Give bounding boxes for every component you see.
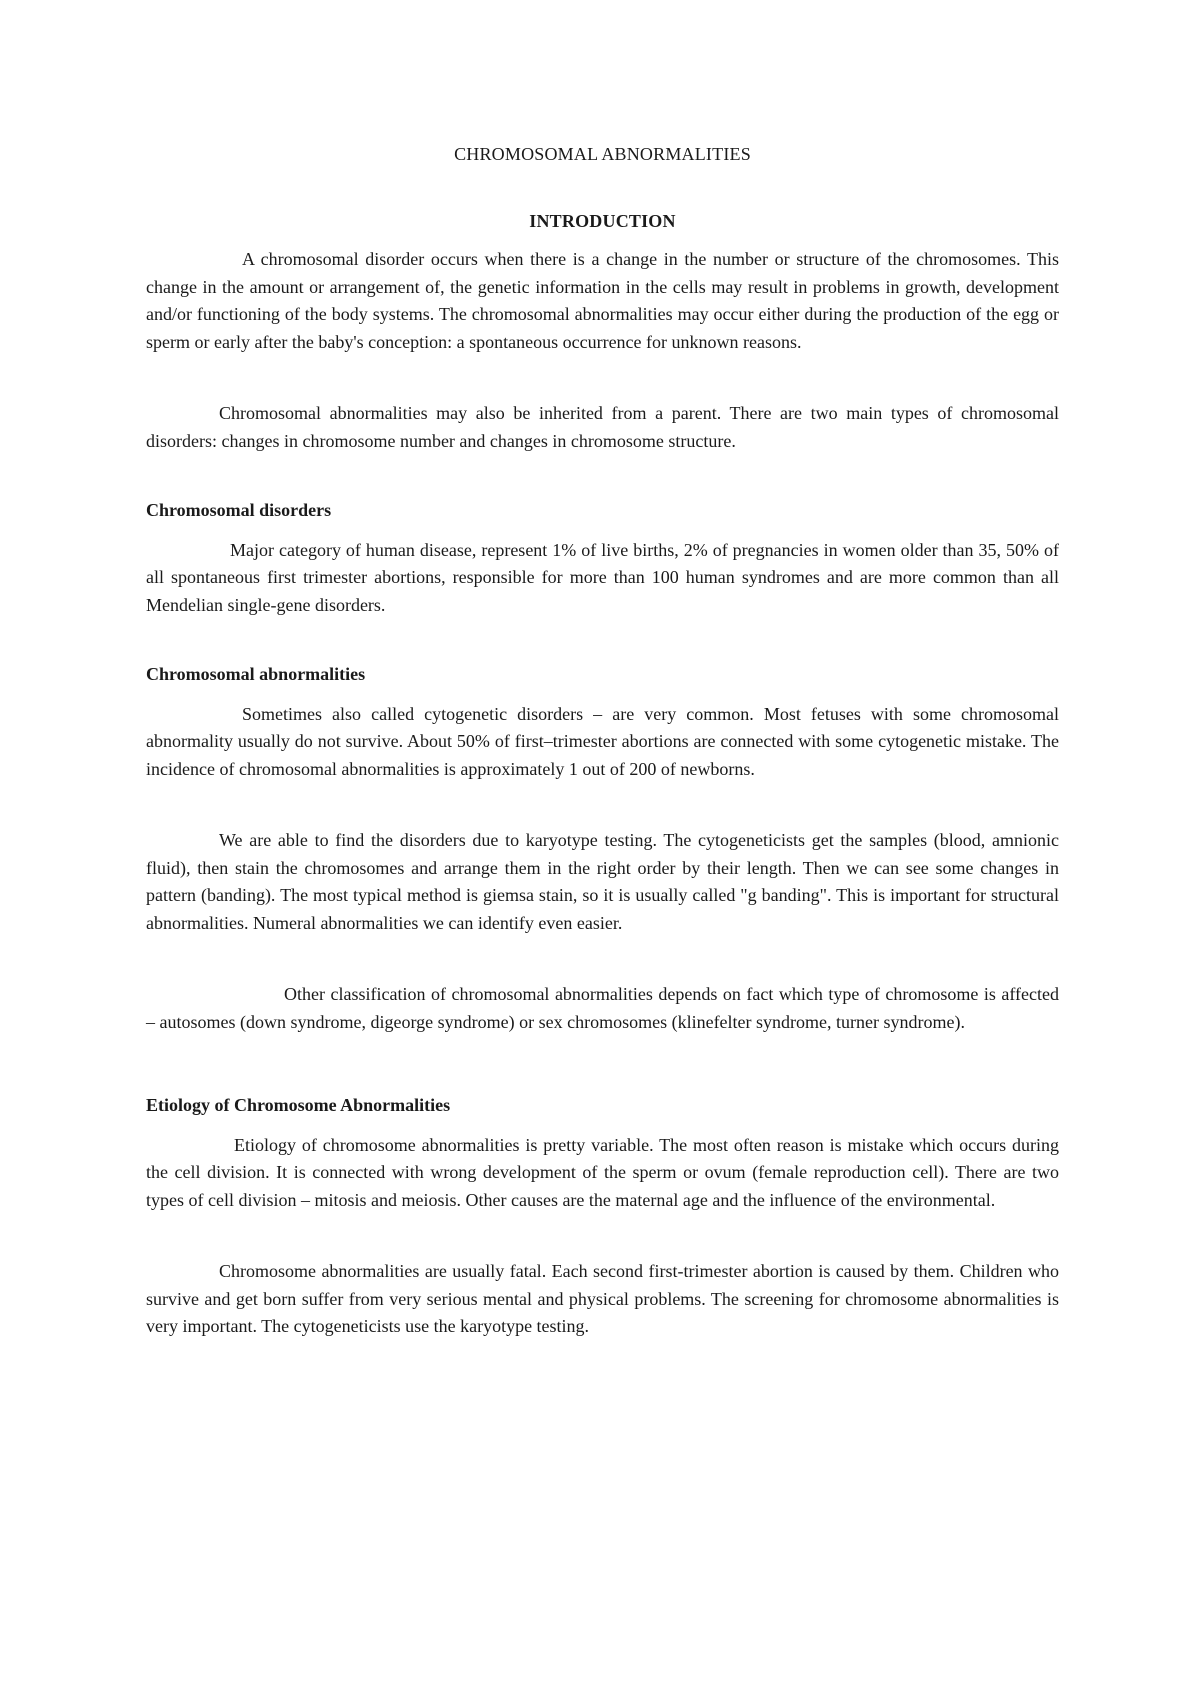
chromosomal-disorders-heading: Chromosomal disorders (146, 500, 332, 520)
introduction-heading: INTRODUCTION (529, 211, 676, 231)
introduction-paragraph-1: A chromosomal disorder occurs when there is a change in the number or structure of the chromosomes. This change in the amount or arrangement of, the genetic information in the cells may result in problems in growth, development and/or functioning of the body systems. The chromosomal abnormalities may occur either during the production of the egg or sperm or early after the baby's conception: a spontaneous occurrence for unknown reasons. (146, 249, 1059, 352)
chromosomal-abnormalities-paragraph-2: We are able to find the disorders due to karyotype testing. The cytogeneticists get the samples (blood, amnionic fluid), then stain the chromosomes and arrange them in the right order by their length. Then we can see some changes in pattern (banding). The most typical method is giemsa stain, so it is usually called "g banding". This is important for structural abnormalities. Numeral abnormalities we can identify even easier. (146, 830, 1059, 933)
introduction-paragraph-2: Chromosomal abnormalities may also be inherited from a parent. There are two main types of chromosomal disorders: changes in chromosome number and changes in chromosome structure. (146, 403, 1059, 451)
etiology-heading: Etiology of Chromosome Abnormalities (146, 1095, 451, 1115)
etiology-paragraph-1: Etiology of chromosome abnormalities is pretty variable. The most often reason is mistake which occurs during the cell division. It is connected with wrong development of the sperm or ovum (female reproduction cell). There are two types of cell division – mitosis and meiosis. Other causes are the maternal age and the influence of the environmental. (146, 1134, 1059, 1210)
chromosomal-disorders-paragraph: Major category of human disease, represent 1% of live births, 2% of pregnancies in women older than 35, 50% of all spontaneous first trimester abortions, responsible for more than 100 human syndromes and are more common than all Mendelian single-gene disorders. (146, 539, 1059, 615)
chromosomal-abnormalities-heading: Chromosomal abnormalities (146, 664, 366, 684)
document-title: CHROMOSOMAL ABNORMALITIES (454, 144, 751, 164)
chromosomal-abnormalities-paragraph-3: Other classification of chromosomal abnormalities depends on fact which type of chromosome is affected – autosomes (down syndrome, digeorge syndrome) or sex chromosomes (klinefelter syndrome, turner syndrome). (146, 984, 1059, 1032)
etiology-paragraph-2: Chromosome abnormalities are usually fatal. Each second first-trimester abortion is caused by them. Children who survive and get born suffer from very serious mental and physical problems. The screening for chromosome abnormalities is very important. The cytogeneticists use the karyotype testing. (146, 1261, 1059, 1336)
chromosomal-abnormalities-paragraph-1: Sometimes also called cytogenetic disorders – are very common. Most fetuses with some chromosomal abnormality usually do not survive. About 50% of first–trimester abortions are connected with some cytogenetic mistake. The incidence of chromosomal abnormalities is approximately 1 out of 200 of newborns. (146, 703, 1059, 779)
